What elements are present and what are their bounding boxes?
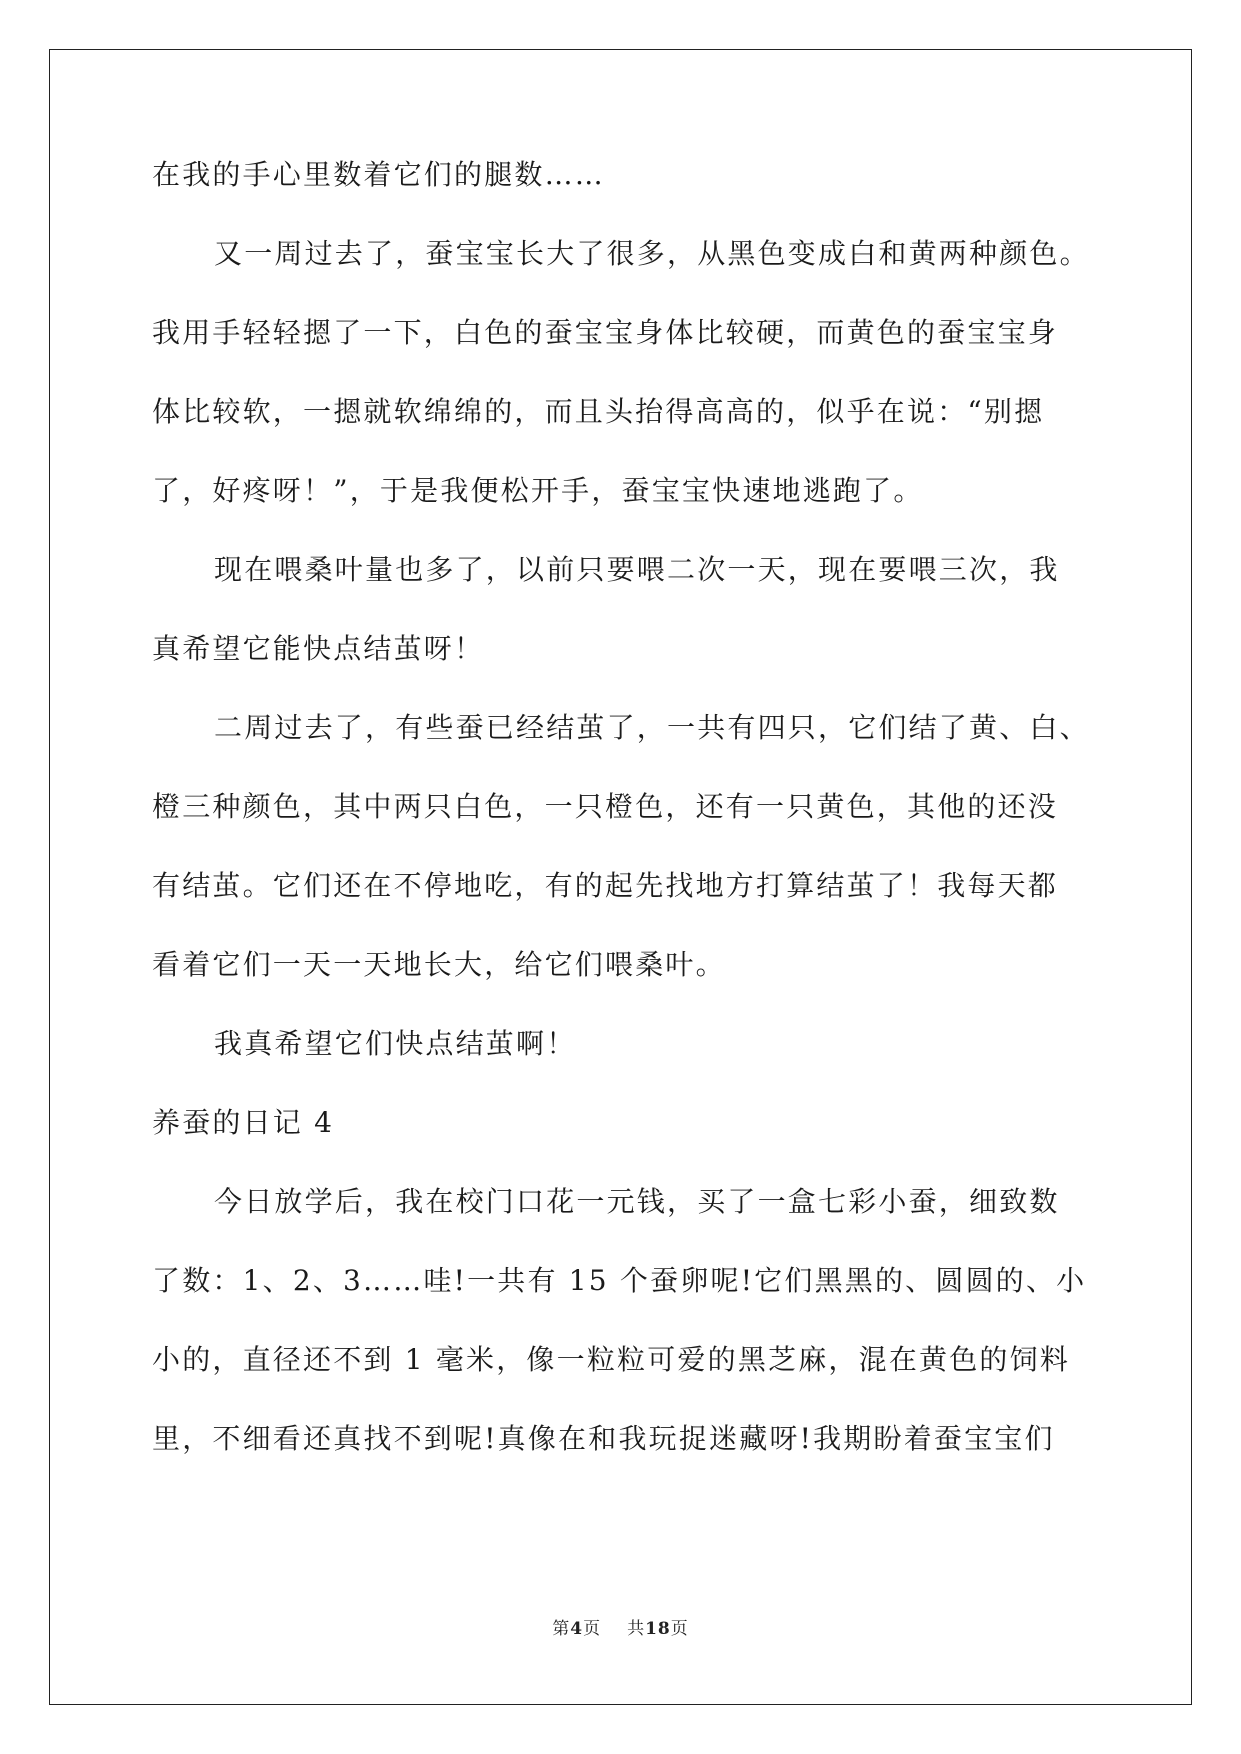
text-line: 真希望它能快点结茧呀！ [152, 632, 485, 665]
text-line: 了数：1、2、3……哇!一共有 15 个蚕卵呢!它们黑黑的、圆圆的、小 [152, 1264, 1087, 1297]
total-pages-number: 18 [645, 1619, 671, 1639]
current-page-number: 4 [570, 1619, 584, 1639]
page-suffix: 页 [583, 1619, 602, 1639]
paragraph-start: 又一周过去了，蚕宝宝长大了很多，从黑色变成白和黄两种颜色。 [214, 237, 1090, 270]
text-line: 小的，直径还不到 1 毫米，像一粒粒可爱的黑芝麻，混在黄色的饲料 [152, 1343, 1071, 1376]
paragraph-start: 今日放学后，我在校门口花一元钱，买了一盒七彩小蚕，细致数 [214, 1185, 1060, 1218]
text-line: 了，好疼呀！”，于是我便松开手，蚕宝宝快速地逃跑了。 [152, 474, 924, 507]
total-suffix: 页 [670, 1619, 689, 1639]
paragraph-start: 二周过去了，有些蚕已经结茧了，一共有四只，它们结了黄、白、 [214, 711, 1090, 744]
section-heading: 养蚕的日记 4 [152, 1106, 335, 1139]
page-prefix: 第 [552, 1619, 571, 1639]
text-line: 有结茧。它们还在不停地吃，有的起先找地方打算结茧了！我每天都 [152, 869, 1059, 902]
text-line: 里，不细看还真找不到呢!真像在和我玩捉迷藏呀!我期盼着蚕宝宝们 [152, 1422, 1055, 1455]
page-footer [0, 1614, 1241, 1639]
text-line: 看着它们一天一天地长大，给它们喂桑叶。 [152, 948, 726, 981]
text-line: 在我的手心里数着它们的腿数…… [152, 158, 606, 191]
text-line: 橙三种颜色，其中两只白色，一只橙色，还有一只黄色，其他的还没 [152, 790, 1059, 823]
text-line: 我用手轻轻摁了一下，白色的蚕宝宝身体比较硬，而黄色的蚕宝宝身 [152, 316, 1059, 349]
document-body [152, 160, 1092, 1503]
total-prefix: 共 [627, 1619, 646, 1639]
paragraph-start: 现在喂桑叶量也多了，以前只要喂二次一天，现在要喂三次，我 [214, 553, 1060, 586]
text-line: 体比较软，一摁就软绵绵的，而且头抬得高高的，似乎在说：“别摁 [152, 395, 1045, 428]
paragraph-start: 我真希望它们快点结茧啊！ [214, 1027, 577, 1060]
